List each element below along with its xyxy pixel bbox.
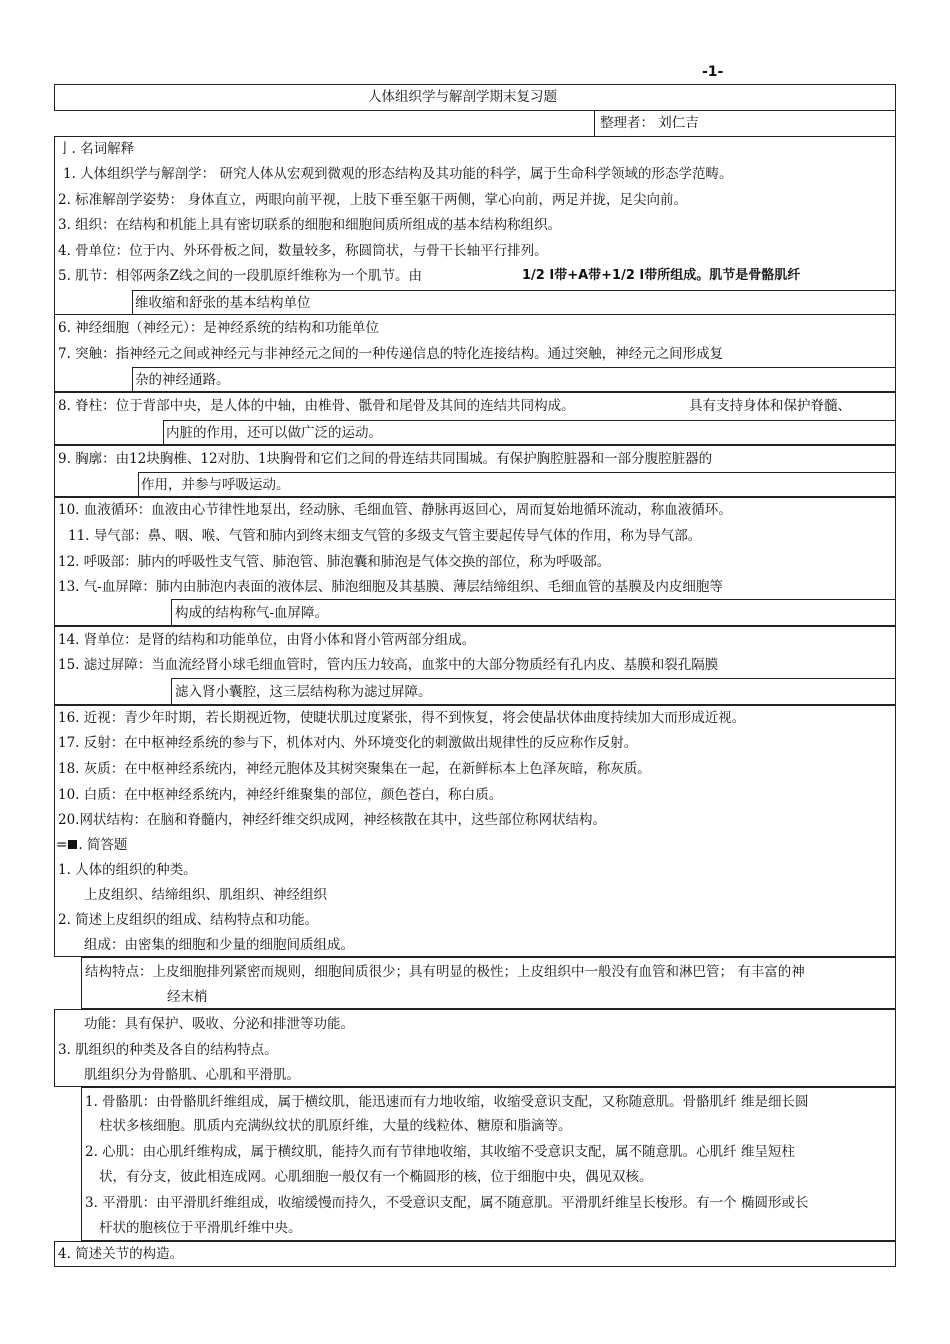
term-13: 13. 气-血屏障：肺内由肺泡内表面的液体层、肺泡细胞及其基膜、薄层结缔组织、毛细血管的基膜及内皮细胞等 (58, 579, 723, 595)
question-1: 1. 人体的组织的种类。 (58, 862, 197, 878)
question-4: 4. 简述关节的构造。 (58, 1246, 184, 1262)
section2-heading (56, 835, 127, 855)
term-9-cont: 作用，并参与呼吸运动。 (141, 477, 290, 493)
term-7: 7. 突触：指神经元之间或神经元与非神经元之间的一种传递信息的特化连接结构。通过突触，神经元之间形成复 (58, 346, 724, 362)
term-1: 1. 人体组织学与解剖学： 研究人体从宏观到微观的形态结构及其功能的科学，属于生命科学领域的形态学范畴。 (63, 166, 733, 182)
question-3: 3. 肌组织的种类及各自的结构特点。 (58, 1042, 278, 1058)
document-title: 人体组织学与解剖学期末复习题 (368, 89, 557, 105)
term-2: 2. 标准解剖学姿势： 身体直立，两眼向前平视，上肢下垂至躯干两侧，掌心向前，两足并拢，足尖向前。 (58, 192, 687, 208)
term-15: 15. 滤过屏障：当血流经肾小球毛细血管时，管内压力较高，血浆中的大部分物质经有孔内皮、基膜和裂孔隔膜 (58, 657, 719, 673)
square-bullet-icon (68, 840, 77, 849)
question-2: 2. 简述上皮组织的组成、结构特点和功能。 (58, 912, 319, 928)
term-5-bands: 1/2 I带+A带+1/2 I带所组成。肌节是骨骼肌纤 (522, 268, 801, 283)
answer-2-composition: 组成：由密集的细胞和少量的细胞间质组成。 (84, 937, 354, 953)
author-credit: 整理者： 刘仁吉 (600, 115, 699, 131)
term-10: 10. 血液循环：血液由心节律性地泵出，经动脉、毛细血管、静脉再返回心，周而复始地循环流动，称血液循环。 (58, 502, 732, 518)
term-5-cont: 维收缩和舒张的基本结构单位 (135, 295, 311, 311)
term-8-tail: 具有支持身体和保护脊髓、 (689, 398, 851, 414)
term-3: 3. 组织：在结构和机能上具有密切联系的细胞和细胞间质所组成的基本结构称组织。 (58, 217, 562, 233)
section1-heading: 亅. 名词解释 (58, 141, 135, 157)
answer-1: 上皮组织、结缔组织、肌组织、神经组织 (84, 887, 327, 903)
term-7-cont: 杂的神经通路。 (135, 372, 230, 388)
term-12: 12. 呼吸部：肺内的呼吸性支气管、肺泡管、肺泡囊和肺泡是气体交换的部位，称为呼吸部。 (58, 554, 611, 570)
page-number: -1- (702, 64, 724, 80)
term-9: 9. 胸廓：由12块胸椎、12对肋、1块胸骨和它们之间的骨连结共同围城。有保护胸腔脏器和一部分腹腔脏器的 (58, 451, 713, 467)
section2-prefix: = (56, 837, 68, 853)
term-18: 18. 灰质：在中枢神经系统内，神经元胞体及其树突聚集在一起，在新鲜标本上色泽灰暗，称灰质。 (58, 761, 651, 777)
term-20: 20.网状结构：在脑和脊髓内，神经纤维交织成网，神经核散在其中，这些部位称网状结构。 (58, 812, 606, 828)
smooth-muscle: 3. 平滑肌：由平滑肌纤维组成，收缩缓慢而持久，不受意识支配，属不随意肌。平滑肌纤维呈长梭形。有一个 椭圆形或长 (85, 1195, 809, 1211)
cardiac-muscle: 2. 心肌：由心肌纤维构成，属于横纹肌，能持久而有节律地收缩，其收缩不受意识支配，属不随意肌。心肌纤 维呈短柱 (85, 1144, 795, 1160)
term-19: 10. 白质：在中枢神经系统内，神经纤维聚集的部位，颜色苍白，称白质。 (58, 787, 503, 803)
term-13-cont: 构成的结构称气-血屏障。 (175, 605, 329, 621)
skeletal-muscle-cont: 柱状多核细胞。肌质内充满纵纹状的肌原纤维，大量的线粒体、糖原和脂滴等。 (99, 1118, 572, 1134)
term-11: 11. 导气部：鼻、咽、喉、气管和肺内到终末细支气管的多级支气管主要起传导气体的作用，称为导气部。 (68, 528, 702, 544)
term-14: 14. 肾单位：是肾的结构和功能单位，由肾小体和肾小管两部分组成。 (58, 632, 476, 648)
answer-2-structure: 结构特点：上皮细胞排列紧密而规则，细胞间质很少；具有明显的极性；上皮组织中一般没有血管和淋巴管； 有丰富的神 (85, 964, 805, 980)
term-16: 16. 近视：青少年时期，若长期视近物，使睫状肌过度紧张，得不到恢复，将会使晶状体曲度持续加大而形成近视。 (58, 710, 746, 726)
term-15-cont: 滤入肾小囊腔，这三层结构称为滤过屏障。 (175, 684, 432, 700)
term-4: 4. 骨单位：位于内、外环骨板之间，数量较多，称圆筒状，与骨干长轴平行排列。 (58, 243, 548, 259)
answer-3-intro: 肌组织分为骨骼肌、心肌和平滑肌。 (84, 1067, 300, 1083)
section2-title: . 简答题 (78, 837, 128, 853)
answer-2-structure-cont: 经末梢 (167, 989, 208, 1005)
term-17: 17. 反射：在中枢神经系统的参与下，机体对内、外环境变化的刺激做出规律性的反应称作反射。 (58, 735, 638, 751)
term7-continuation-box (132, 367, 896, 392)
answer-2-function: 功能：具有保护、吸收、分泌和排泄等功能。 (84, 1016, 354, 1032)
cardiac-muscle-cont: 状，有分支，彼此相连成网。心肌细胞一般仅有一个椭圆形的核，位于细胞中央，偶见双核。 (99, 1169, 653, 1185)
smooth-muscle-cont: 杆状的胞核位于平滑肌纤维中央。 (99, 1220, 302, 1236)
skeletal-muscle: 1. 骨骼肌：由骨骼肌纤维组成，属于横纹肌，能迅速而有力地收缩，收缩受意识支配，又称随意肌。骨骼肌纤 维是细长圆 (85, 1094, 809, 1110)
term-5: 5. 肌节：相邻两条Z线之间的一段肌原纤维称为一个肌节。由 (58, 268, 423, 284)
term-8: 8. 脊柱：位于背部中央，是人体的中轴，由椎骨、骶骨和尾骨及其间的连结共同构成。 (58, 398, 575, 414)
term-8-cont: 内脏的作用，还可以做广泛的运动。 (166, 425, 382, 441)
term-6: 6. 神经细胞（神经元）：是神经系统的结构和功能单位 (58, 320, 379, 336)
